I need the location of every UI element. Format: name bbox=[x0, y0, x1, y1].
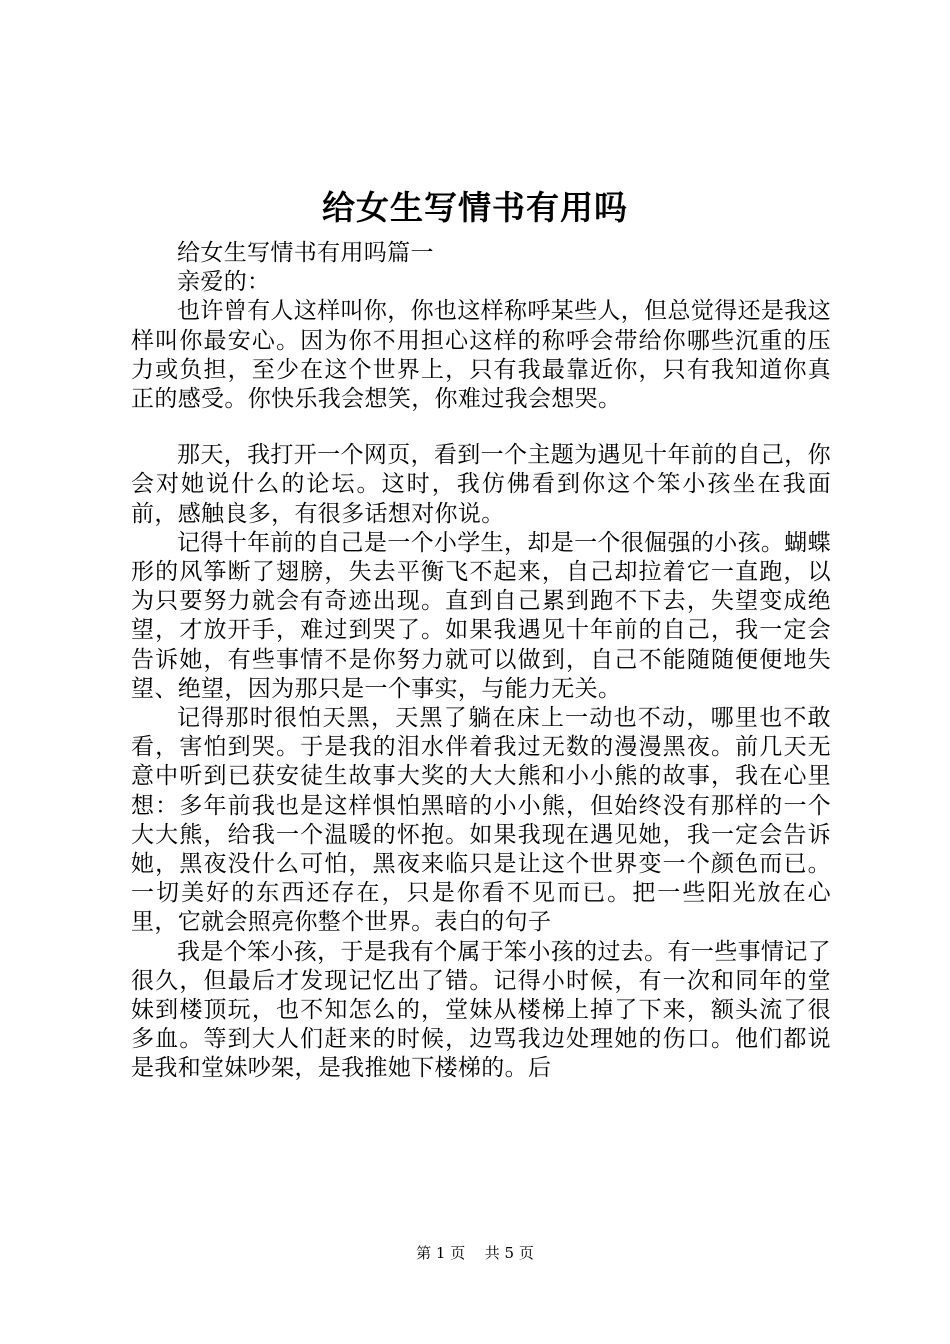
page-total: 共 5 页 bbox=[484, 1244, 534, 1262]
body-paragraph: 我是个笨小孩，于是我有个属于笨小孩的过去。有一些事情记了很久，但最后才发现记忆出了错。记得小时候，有一次和同年的堂妹到楼顶玩，也不知怎么的，堂妹从楼梯上掉了下来，额头流了很多血。等到大人们赶来的时候，边骂我边处理她的伤口。他们都说是我和堂妹吵架，是我推她下楼梯的。后 bbox=[131, 938, 831, 1082]
document-title: 给女生写情书有用吗 bbox=[322, 188, 628, 227]
body-paragraph: 记得那时很怕天黑，天黑了躺在床上一动也不动，哪里也不敢看，害怕到哭。于是我的泪水伴着我过无数的漫漫黑夜。前几天无意中听到已获安徒生故事大奖的大大熊和小小熊的故事，我在心里想：多年前我也是这样惧怕黑暗的小小熊，但始终没有那样的一个大大熊，给我一个温暖的怀抱。如果我现在遇见她，我一定会告诉她，黑夜没什么可怕，黑夜来临只是让这个世界变一个颜色而已。一切美好的东西还存在，只是你看不见而已。把一些阳光放在心里，它就会照亮你整个世界。表白的句子 bbox=[131, 705, 831, 936]
body-paragraph: 记得十年前的自己是一个小学生，却是一个很倔强的小孩。蝴蝶形的风筝断了翅膀，失去平衡飞不起来，自己却拉着它一直跑，以为只要努力就会有奇迹出现。直到自己累到跑不下去，失望变成绝望，才放开手，难过到哭了。如果我遇见十年前的自己，我一定会告诉她，有些事情不是你努力就可以做到，自己不能随随便便地失望、绝望，因为那只是一个事实，与能力无关。 bbox=[131, 529, 831, 702]
section-heading: 给女生写情书有用吗篇一 bbox=[177, 240, 434, 266]
page-footer bbox=[0, 1243, 950, 1263]
salutation: 亲爱的： bbox=[177, 269, 271, 296]
page-number: 第 1 页 bbox=[416, 1244, 466, 1262]
body-paragraph: 那天，我打开一个网页，看到一个主题为遇见十年前的自己，你会对她说什么的论坛。这时，我仿佛看到你这个笨小孩坐在我面前，感触良多，有很多话想对你说。 bbox=[131, 442, 831, 527]
body-paragraph: 也许曾有人这样叫你，你也这样称呼某些人，但总觉得还是我这样叫你最安心。因为你不用担心这样的称呼会带给你哪些沉重的压力或负担，至少在这个世界上，只有我最靠近你，只有我知道你真正的感受。你快乐我会想笑，你难过我会想哭。 bbox=[131, 298, 831, 413]
document-body bbox=[131, 239, 831, 1084]
